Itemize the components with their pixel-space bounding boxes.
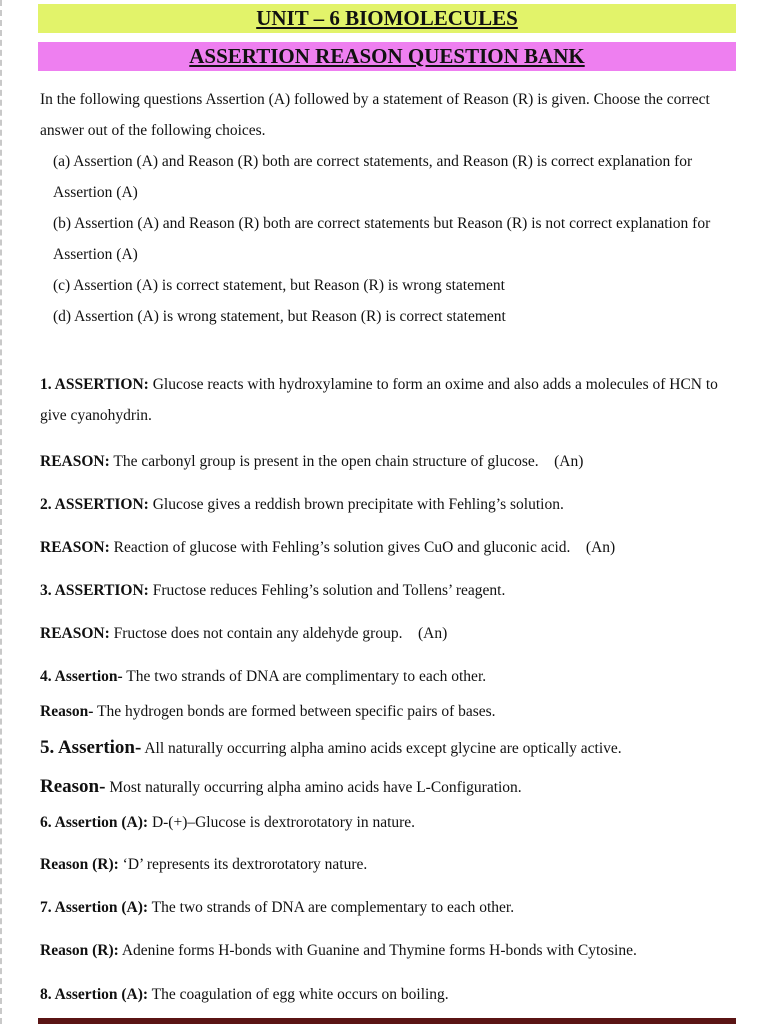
option-b: (b) Assertion (A) and Reason (R) both are correct statements but Reason (R) is not correct explanation for Assertion (A) — [53, 215, 711, 263]
q5-assertion — [40, 732, 745, 764]
q5-assertion-text: All naturally occurring alpha amino acids except glycine are optically active. — [144, 740, 622, 757]
instructions — [40, 84, 740, 332]
q6-assertion-label: 6. Assertion (A): — [40, 814, 149, 831]
q5-reason — [40, 771, 745, 803]
q4-reason — [40, 696, 745, 727]
q4-assertion — [40, 661, 745, 692]
q3-assertion-label: 3. ASSERTION: — [40, 582, 149, 599]
question-bank-title: ASSERTION REASON QUESTION BANK — [38, 42, 736, 71]
q1-reason — [40, 446, 745, 477]
option-c: (c) Assertion (A) is correct statement, but Reason (R) is wrong statement — [53, 277, 505, 294]
q4-assertion-text: The two strands of DNA are complimentary to each other. — [126, 668, 487, 685]
q6-reason-label: Reason (R): — [40, 856, 119, 873]
instructions-lead: In the following questions Assertion (A) followed by a statement of Reason (R) is given. Choose the correct answer out of the following choices. — [40, 91, 710, 139]
q8-assertion-text: The coagulation of egg white occurs on boiling. — [151, 986, 449, 1003]
q1-assertion-label: 1. ASSERTION: — [40, 376, 149, 393]
q2-answer: (An) — [585, 539, 616, 556]
q8-assertion-label: 8. Assertion (A): — [40, 986, 149, 1003]
q1-assertion-text: Glucose reacts with hydroxylamine to form an oxime and also adds a molecules of HCN to give cyanohydrin. — [40, 376, 718, 424]
q2-reason-text: Reaction of glucose with Fehling’s solution gives CuO and gluconic acid. — [113, 539, 571, 556]
q3-reason-label: REASON: — [40, 625, 110, 642]
q6-reason — [40, 849, 745, 880]
q4-reason-label: Reason- — [40, 703, 94, 720]
q5-assertion-label: 5. Assertion- — [40, 737, 142, 758]
q6-assertion-text: D-(+)–Glucose is dextrorotatory in nature. — [151, 814, 416, 831]
q1-answer: (An) — [554, 453, 584, 470]
unit-title: UNIT – 6 BIOMOLECULES — [38, 4, 736, 33]
q1-reason-label: REASON: — [40, 453, 110, 470]
q3-answer: (An) — [417, 625, 448, 642]
q7-assertion — [40, 892, 745, 923]
q6-assertion — [40, 807, 745, 838]
q2-assertion-label: 2. ASSERTION: — [40, 496, 149, 513]
q5-reason-label: Reason- — [40, 776, 106, 797]
q7-assertion-label: 7. Assertion (A): — [40, 899, 149, 916]
q3-assertion-text: Fructose reduces Fehling’s solution and Tollens’ reagent. — [152, 582, 506, 599]
q3-reason-text: Fructose does not contain any aldehyde group. — [113, 625, 403, 642]
q3-reason — [40, 618, 745, 649]
q3-assertion — [40, 575, 745, 606]
q7-reason-text: Adenine forms H-bonds with Guanine and Thymine forms H-bonds with Cytosine. — [121, 942, 637, 959]
q4-reason-text: The hydrogen bonds are formed between specific pairs of bases. — [97, 703, 496, 720]
bottom-divider — [38, 1018, 736, 1024]
q8-assertion — [40, 979, 745, 1010]
q7-reason — [40, 935, 745, 966]
q4-assertion-label: 4. Assertion- — [40, 668, 123, 685]
q1-reason-text: The carbonyl group is present in the open chain structure of glucose. — [113, 453, 539, 470]
q2-reason-label: REASON: — [40, 539, 110, 556]
q6-reason-text: ‘D’ represents its dextrorotatory nature. — [122, 856, 368, 873]
option-a: (a) Assertion (A) and Reason (R) both are correct statements, and Reason (R) is correct explanation for Assertion (A) — [53, 153, 693, 201]
q7-assertion-text: The two strands of DNA are complementary to each other. — [151, 899, 515, 916]
q5-reason-text: Most naturally occurring alpha amino acids have L-Configuration. — [109, 779, 522, 796]
q2-reason — [40, 532, 745, 563]
page-edge-dashes — [0, 0, 5, 1024]
q2-assertion-text: Glucose gives a reddish brown precipitate with Fehling’s solution. — [152, 496, 564, 513]
q2-assertion — [40, 489, 745, 520]
option-d: (d) Assertion (A) is wrong statement, but Reason (R) is correct statement — [53, 308, 506, 325]
q7-reason-label: Reason (R): — [40, 942, 119, 959]
q1-assertion — [40, 369, 745, 431]
